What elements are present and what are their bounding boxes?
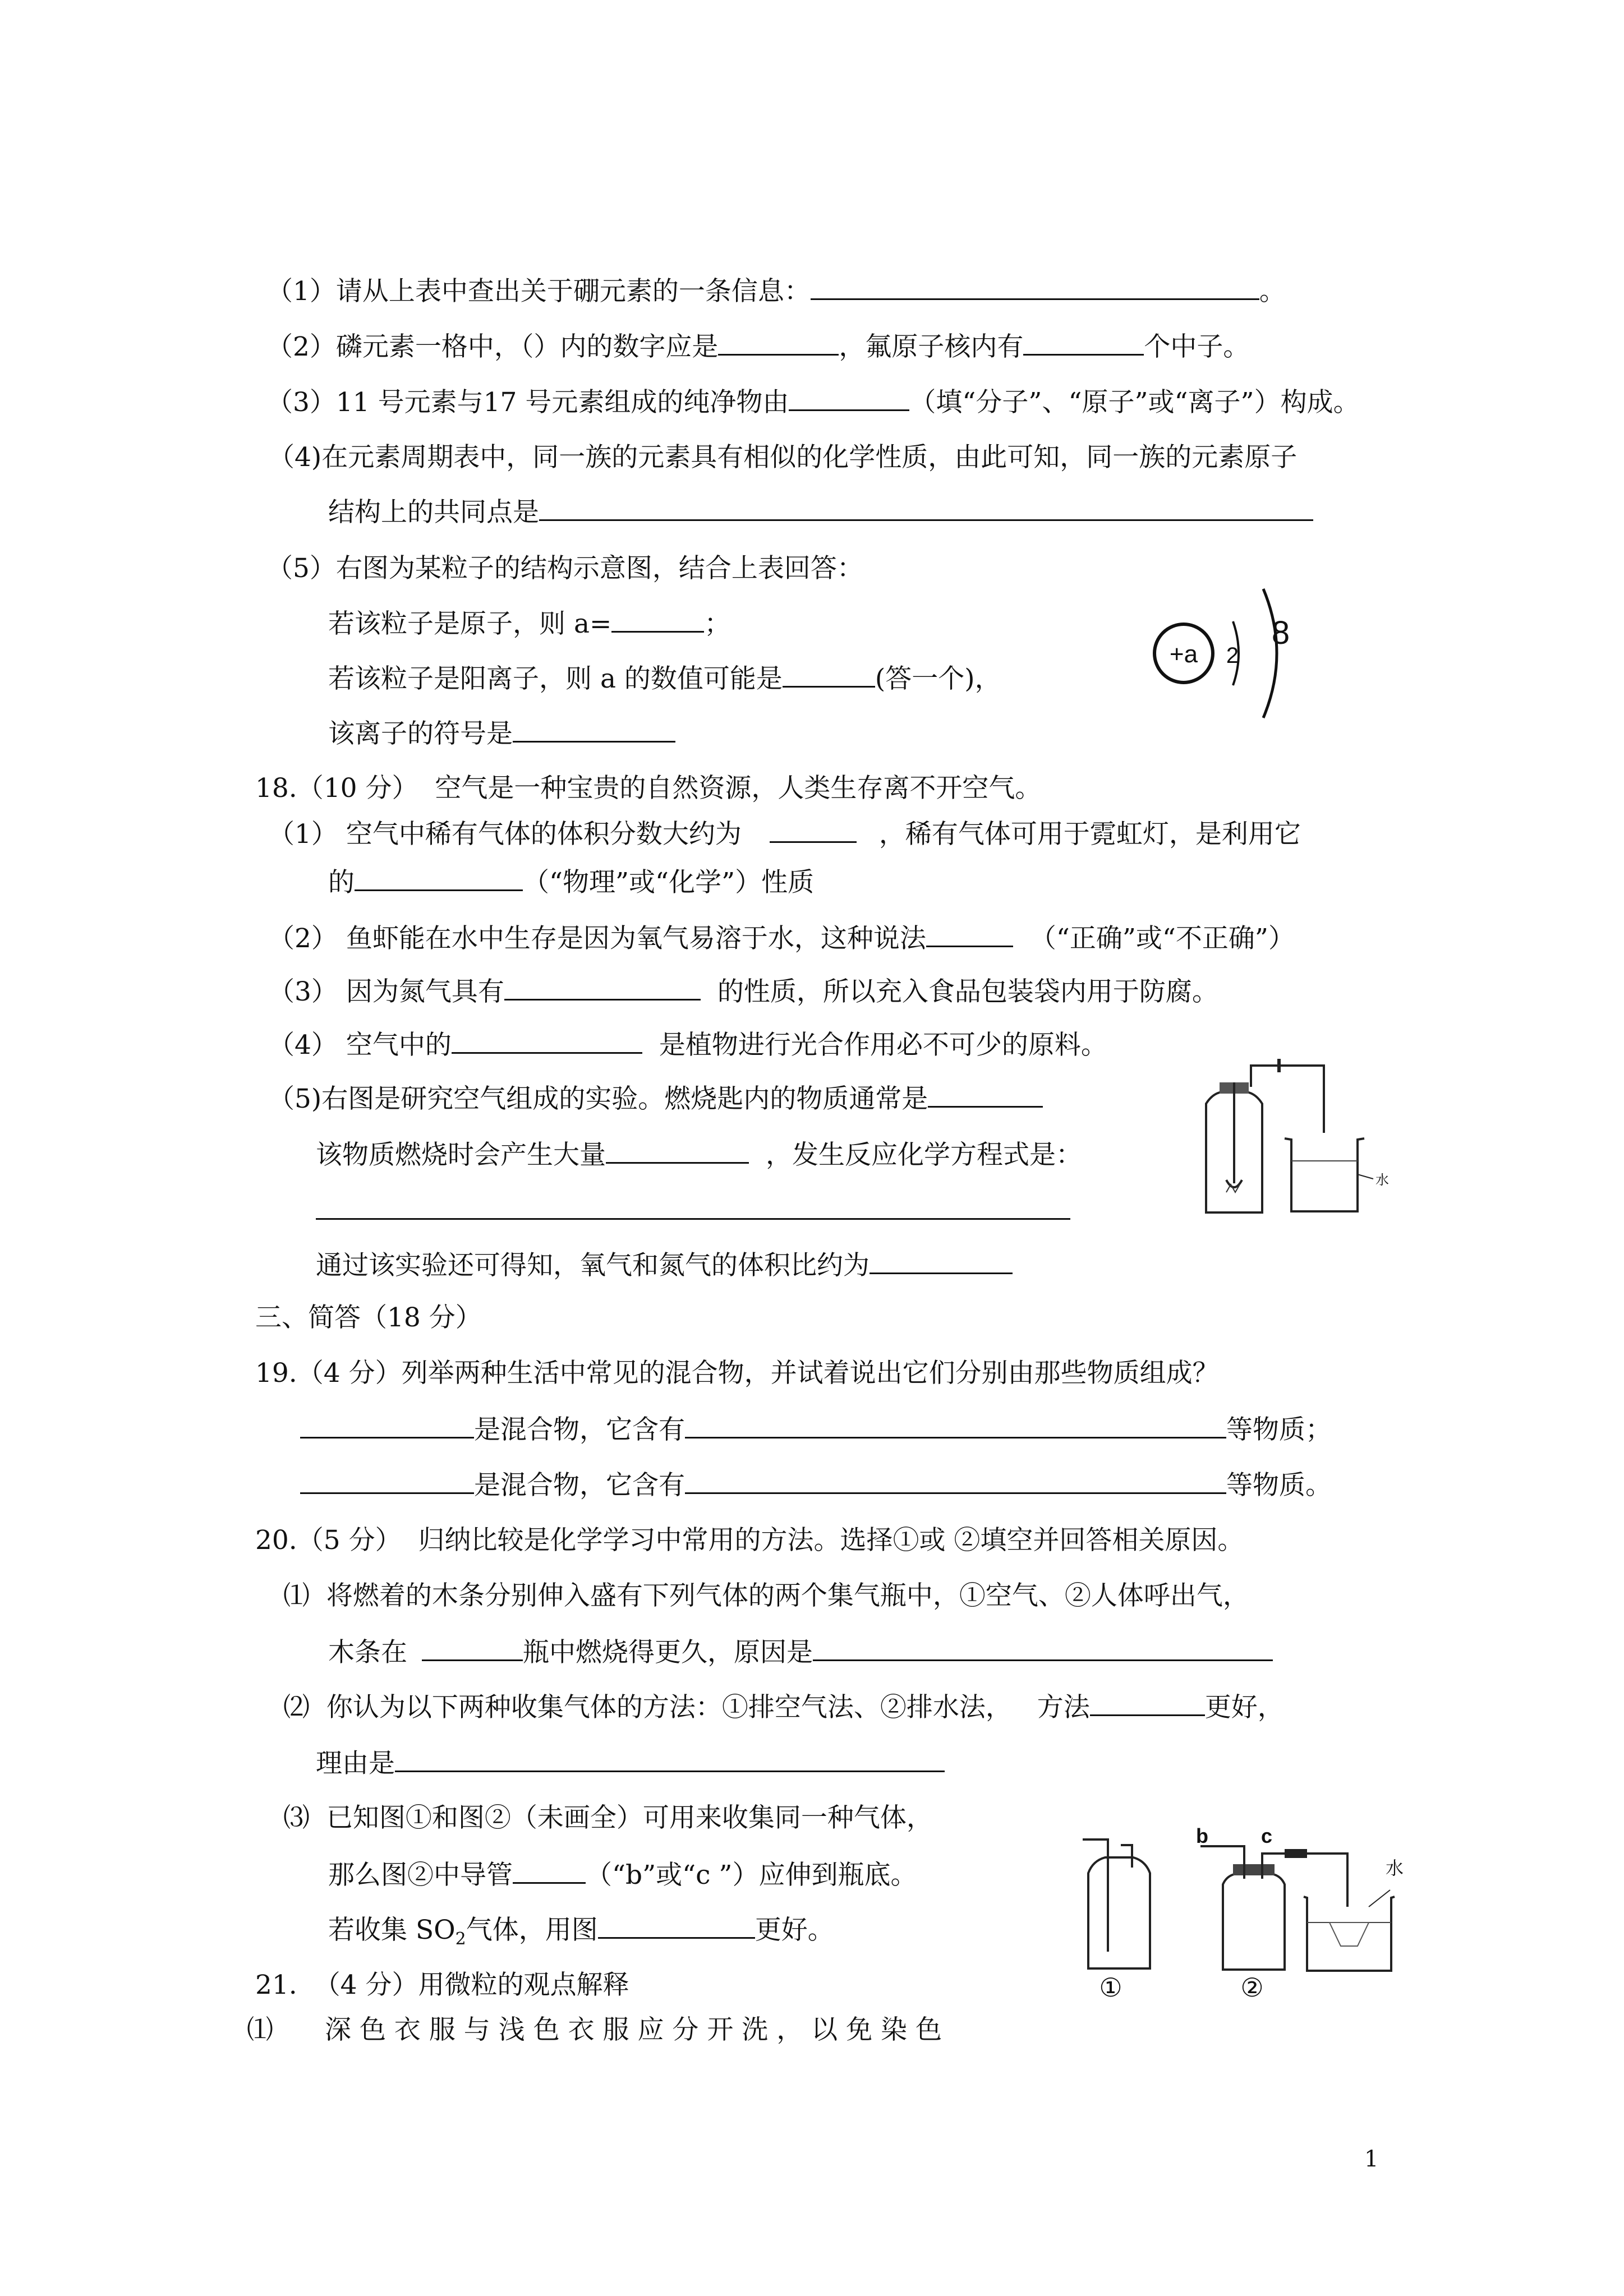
- water-label: 水: [1386, 1857, 1404, 1879]
- q18-title: 18.（10 分） 空气是一种宝贵的自然资源，人类生存离不开空气。: [255, 773, 1042, 804]
- q17-part5-line2: 若该粒子是原子，则 a= ；: [328, 606, 730, 641]
- answer-blank[interactable]: [1090, 1690, 1205, 1716]
- answer-blank[interactable]: [300, 1412, 474, 1439]
- answer-blank[interactable]: [813, 1635, 1273, 1661]
- q19-answer-line1: 是混合物，它含有 等物质；: [300, 1412, 1332, 1447]
- q20-part1-line1: ⑴ 将燃着的木条分别伸入盛有下列气体的两个集气瓶中，①空气、②人体呼出气，: [283, 1580, 1249, 1611]
- q17-part1: （1）请从上表中查出关于硼元素的一条信息： 。: [266, 274, 1286, 308]
- answer-blank[interactable]: [598, 1912, 755, 1939]
- q20-part3-line2: 那么图②中导管 （“b”或“c ”）应伸到瓶底。: [328, 1857, 917, 1892]
- answer-blank[interactable]: [539, 495, 1313, 521]
- answer-blank[interactable]: [1023, 329, 1144, 356]
- tube-1-long: [1083, 1839, 1108, 1952]
- tube-b-label: b: [1196, 1824, 1208, 1847]
- shell1-electrons: 2: [1226, 643, 1239, 668]
- answer-blank[interactable]: [770, 817, 857, 843]
- q18-part4: （4） 空气中的 是植物进行光合作用必不可少的原料。: [268, 1027, 1107, 1062]
- q17-part5-line1: （5）右图为某粒子的结构示意图，结合上表回答：: [266, 553, 863, 584]
- nucleus-charge: +a: [1169, 640, 1198, 668]
- water-pointer: [1358, 1174, 1373, 1179]
- answer-blank[interactable]: [685, 1468, 1226, 1494]
- q18-part3: （3） 因为氮气具有 的性质，所以充入食品包装袋内用于防腐。: [268, 974, 1218, 1009]
- answer-blank[interactable]: [928, 1081, 1043, 1108]
- water-trough: [1304, 1897, 1395, 1971]
- answer-blank[interactable]: [395, 1746, 945, 1772]
- q20-part3-line3: 若收集 $SO_2$气体，用图 更好。: [328, 1912, 834, 1956]
- q17-part4-line2: 结构上的共同点是: [328, 495, 1313, 529]
- shell2-electrons: 8: [1271, 615, 1290, 651]
- beaker: [1285, 1138, 1364, 1211]
- bottle-2-stopper: [1233, 1864, 1275, 1875]
- answer-blank[interactable]: [422, 1635, 523, 1661]
- q18-part2: （2） 鱼虾能在水中生存是因为氧气易溶于水，这种说法 （“正确”或“不正确”）: [268, 921, 1295, 956]
- q18-part1-line1: （1） 空气中稀有气体的体积分数大约为 ，稀有气体可用于霓虹灯，是利用它: [268, 817, 1301, 851]
- answer-blank[interactable]: [611, 606, 704, 633]
- answer-blank[interactable]: [718, 329, 839, 356]
- q17-part5-line3: 若该粒子是阳离子，则 a 的数值可能是 (答一个)，: [328, 661, 1001, 696]
- tube-c-label: c: [1261, 1824, 1273, 1847]
- q18-part5-line2: 该物质燃烧时会产生大量 ，发生反应化学方程式是：: [316, 1137, 1082, 1172]
- equation-blank[interactable]: [316, 1193, 1070, 1220]
- tube-c: [1262, 1854, 1347, 1907]
- figure-label-2: ②: [1240, 1972, 1264, 2002]
- tube-c-connector: [1285, 1849, 1307, 1858]
- answer-blank[interactable]: [504, 974, 701, 1001]
- q18-part5-line4: 通过该实验还可得知，氧气和氮气的体积比约为: [316, 1248, 1013, 1283]
- q17-part4-line1: （4)在元素周期表中，同一族的元素具有相似的化学性质，由此可知，同一族的元素原子: [268, 442, 1298, 473]
- submerged-funnel: [1329, 1922, 1369, 1946]
- q20-part2-line1: ⑵ 你认为以下两种收集气体的方法：①排空气法、②排水法， 方法 更好，: [283, 1690, 1284, 1725]
- section-title: 三、简答（18 分）: [255, 1302, 482, 1333]
- water-label: 水: [1375, 1172, 1389, 1188]
- q20-title: 20.（5 分） 归纳比较是化学学习中常用的方法。选择①或 ②填空并回答相关原因。: [255, 1525, 1244, 1556]
- water-pointer: [1369, 1890, 1390, 1907]
- bottle-1: [1088, 1857, 1150, 1968]
- q19-answer-line2: 是混合物，它含有 等物质。: [300, 1468, 1332, 1502]
- answer-blank[interactable]: [513, 716, 675, 743]
- q20-part2-line2: 理由是: [316, 1746, 945, 1781]
- answer-blank[interactable]: [452, 1027, 642, 1054]
- q21-part1: ⑴ 深 色 衣 服 与 浅 色 衣 服 应 分 开 洗 ， 以 免 染 色: [247, 2014, 942, 2045]
- answer-blank[interactable]: [811, 274, 1259, 300]
- q17-part5-line4: 该离子的符号是: [328, 716, 675, 751]
- answer-blank[interactable]: [789, 385, 909, 411]
- figure-label-1: ①: [1099, 1972, 1122, 2002]
- electron-shell-2: [1263, 589, 1277, 718]
- q19-title: 19.（4 分）列举两种生活中常见的混合物，并试着说出它们分别由那些物质组成？: [255, 1358, 1219, 1389]
- q17-part3: （3）11 号元素与17 号元素组成的纯净物由 （填“分子”、“原子”或“离子”）构成。: [266, 385, 1360, 419]
- page-number: 1: [1364, 2146, 1379, 2172]
- answer-blank[interactable]: [300, 1468, 474, 1494]
- q20-part1-line2: 木条在 瓶中燃烧得更久，原因是: [328, 1635, 1273, 1670]
- answer-blank[interactable]: [869, 1248, 1013, 1274]
- q18-part5-line1: （5)右图是研究空气组成的实验。燃烧匙内的物质通常是: [268, 1081, 1043, 1116]
- answer-blank[interactable]: [355, 865, 523, 891]
- answer-blank[interactable]: [685, 1412, 1226, 1439]
- q17-part2: （2）磷元素一格中，（）内的数字应是 ，氟原子核内有 个中子。: [266, 329, 1249, 364]
- answer-blank[interactable]: [783, 661, 875, 688]
- answer-blank[interactable]: [606, 1137, 749, 1164]
- answer-blank[interactable]: [926, 921, 1013, 947]
- bottle-2: [1223, 1874, 1285, 1970]
- answer-blank[interactable]: [513, 1857, 586, 1884]
- q18-part1-line2: 的 （“物理”或“化学”）性质: [328, 865, 814, 900]
- air-composition-apparatus: [1195, 1054, 1397, 1223]
- gas-collection-apparatus: [1066, 1823, 1425, 2002]
- q20-part3-line1: ⑶ 已知图①和图②（未画全）可用来收集同一种气体，: [283, 1802, 933, 1833]
- particle-structure-diagram: [1144, 578, 1313, 723]
- q18-part5-line3: [316, 1193, 1070, 1228]
- q21-title: 21. （4 分）用微粒的观点解释: [255, 1970, 629, 2000]
